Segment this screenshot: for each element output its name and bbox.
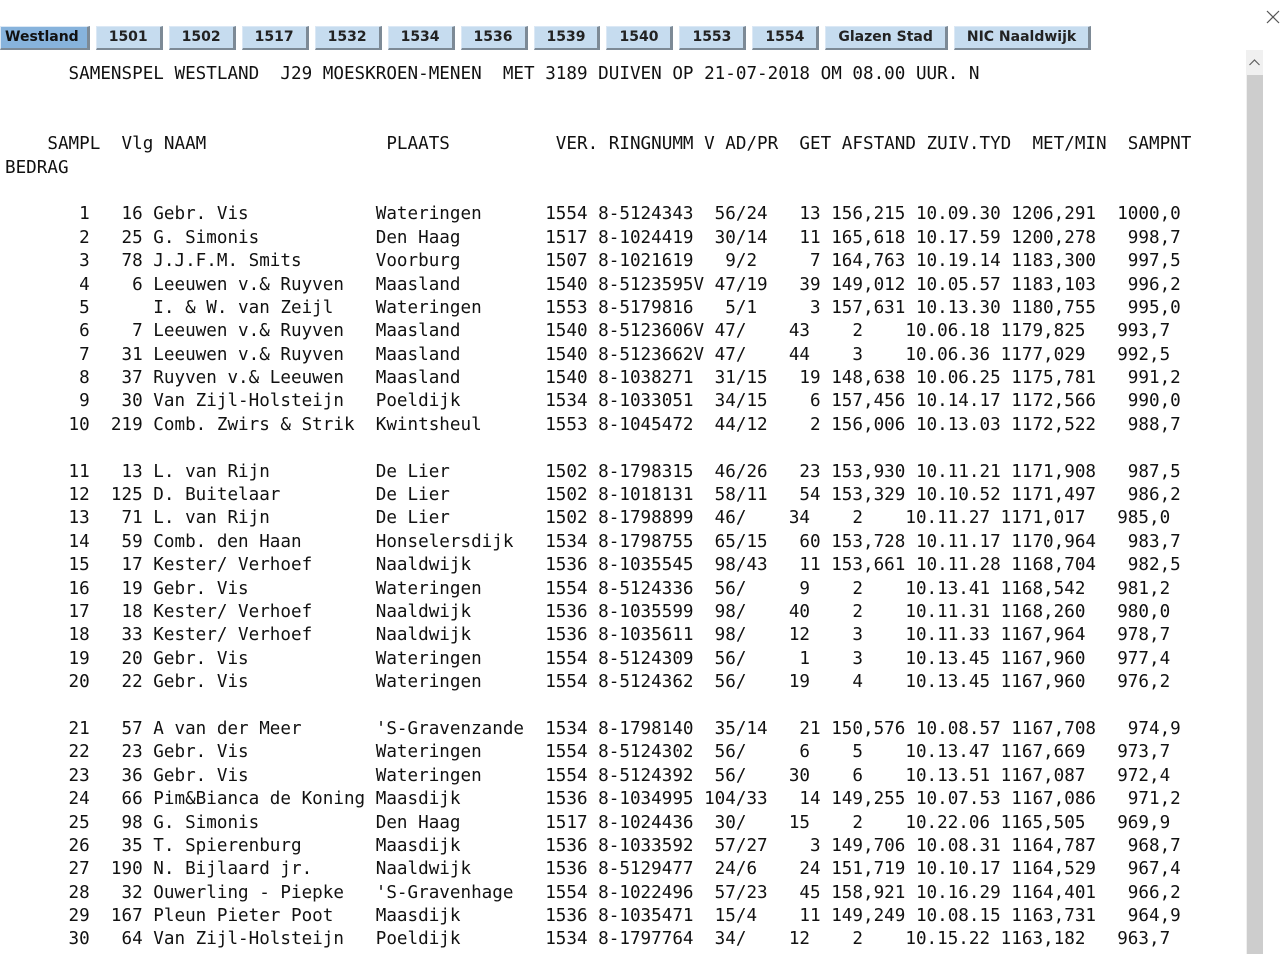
- tab-1517[interactable]: 1517: [242, 26, 309, 50]
- table-row: 18 33 Kester/ Verhoef Naaldwijk 1536 8-1035611 98/ 12 3 10.11.33 1167,964 978,7: [5, 625, 1171, 646]
- tab-1553[interactable]: 1553: [679, 26, 746, 50]
- vertical-scrollbar[interactable]: [1246, 50, 1263, 954]
- tab-1554[interactable]: 1554: [752, 26, 819, 50]
- tab-nic-naaldwijk[interactable]: NIC Naaldwijk: [954, 26, 1091, 50]
- tab-1501[interactable]: 1501: [96, 26, 163, 50]
- table-row: 8 37 Ruyven v.& Leeuwen Maasland 1540 8-1038271 31/15 19 148,638 10.06.25 1175,781 991,2: [5, 368, 1181, 389]
- tab-1534[interactable]: 1534: [388, 26, 455, 50]
- table-row: 15 17 Kester/ Verhoef Naaldwijk 1536 8-1035545 98/43 11 153,661 10.11.28 1168,704 982,5: [5, 555, 1181, 576]
- table-row: 4 6 Leeuwen v.& Ruyven Maasland 1540 8-5123595V 47/19 39 149,012 10.05.57 1183,103 996,2: [5, 274, 1181, 295]
- table-row: 3 78 J.J.F.M. Smits Voorburg 1507 8-1021619 9/2 7 164,763 10.19.14 1183,300 997,5: [5, 251, 1181, 272]
- table-row: 5 I. & W. van Zeijl Wateringen 1553 8-5179816 5/1 3 157,631 10.13.30 1180,755 995,0: [5, 297, 1181, 318]
- tab-1536[interactable]: 1536: [461, 26, 528, 50]
- table-row: 1 16 Gebr. Vis Wateringen 1554 8-5124343 56/24 13 156,215 10.09.30 1206,291 1000,0: [5, 204, 1181, 225]
- tab-1502[interactable]: 1502: [169, 26, 236, 50]
- table-row: 14 59 Comb. den Haan Honselersdijk 1534 8-1798755 65/15 60 153,728 10.11.17 1170,964 983,7: [5, 531, 1181, 552]
- tab-1539[interactable]: 1539: [534, 26, 601, 50]
- chevron-up-icon[interactable]: [1246, 50, 1263, 74]
- table-row: 26 35 T. Spierenburg Maasdijk 1536 8-1033592 57/27 3 149,706 10.08.31 1164,787 968,7: [5, 835, 1181, 856]
- table-row: 12 125 D. Buitelaar De Lier 1502 8-1018131 58/11 54 153,329 10.10.52 1171,497 986,2: [5, 485, 1181, 506]
- table-row: 25 98 G. Simonis Den Haag 1517 8-1024436 30/ 15 2 10.22.06 1165,505 969,9: [5, 812, 1171, 833]
- club-tab-bar: [0, 26, 1097, 50]
- column-header: SAMPL Vlg NAAM PLAATS VER. RINGNUMM V AD/PR GET AFSTAND ZUIV.TYD MET/MIN SAMPNT: [5, 134, 1192, 155]
- report-title: SAMENSPEL WESTLAND J29 MOESKROEN-MENEN MET 3189 DUIVEN OP 21-07-2018 OM 08.00 UUR. N: [5, 64, 980, 84]
- table-row: 30 64 Van Zijl-Holsteijn Poeldijk 1534 8-1797764 34/ 12 2 10.15.22 1163,182 963,7: [5, 929, 1171, 950]
- table-row: 9 30 Van Zijl-Holsteijn Poeldijk 1534 8-1033051 34/15 6 157,456 10.14.17 1172,566 990,0: [5, 391, 1181, 412]
- table-row: 16 19 Gebr. Vis Wateringen 1554 8-5124336 56/ 9 2 10.13.41 1168,542 981,2: [5, 578, 1171, 599]
- table-row: 2 25 G. Simonis Den Haag 1517 8-1024419 30/14 11 165,618 10.17.59 1200,278 998,7: [5, 227, 1181, 248]
- table-row: 7 31 Leeuwen v.& Ruyven Maasland 1540 8-5123662V 47/ 44 3 10.06.36 1177,029 992,5: [5, 344, 1171, 365]
- report-content: [5, 63, 1246, 954]
- tab-glazen-stad[interactable]: Glazen Stad: [825, 26, 947, 50]
- tab-westland[interactable]: Westland: [0, 26, 90, 50]
- table-row: 21 57 A van der Meer 'S-Gravenzande 1534 8-1798140 35/14 21 150,576 10.08.57 1167,708 974,9: [5, 718, 1181, 739]
- table-row: 19 20 Gebr. Vis Wateringen 1554 8-5124309 56/ 1 3 10.13.45 1167,960 977,4: [5, 648, 1171, 669]
- close-icon[interactable]: [1262, 6, 1284, 28]
- tab-1540[interactable]: 1540: [606, 26, 673, 50]
- table-row: 23 36 Gebr. Vis Wateringen 1554 8-5124392 56/ 30 6 10.13.51 1167,087 972,4: [5, 765, 1171, 786]
- tab-1532[interactable]: 1532: [315, 26, 382, 50]
- results-report: [5, 63, 1246, 952]
- table-row: 10 219 Comb. Zwirs & Strik Kwintsheul 1553 8-1045472 44/12 2 156,006 10.13.03 1172,522 988,7: [5, 414, 1181, 435]
- table-row: 20 22 Gebr. Vis Wateringen 1554 8-5124362 56/ 19 4 10.13.45 1167,960 976,2: [5, 672, 1171, 693]
- table-row: 24 66 Pim&Bianca de Koning Maasdijk 1536 8-1034995 104/33 14 149,255 10.07.53 1167,086 971,2: [5, 789, 1181, 810]
- table-row: 22 23 Gebr. Vis Wateringen 1554 8-5124302 56/ 6 5 10.13.47 1167,669 973,7: [5, 742, 1171, 763]
- table-row: 11 13 L. van Rijn De Lier 1502 8-1798315 46/26 23 153,930 10.11.21 1171,908 987,5: [5, 461, 1181, 482]
- table-row: 28 32 Ouwerling - Piepke 'S-Gravenhage 1554 8-1022496 57/23 45 158,921 10.16.29 1164,401 966,2: [5, 882, 1181, 903]
- table-row: 27 190 N. Bijlaard jr. Naaldwijk 1536 8-5129477 24/6 24 151,719 10.10.17 1164,529 967,4: [5, 859, 1181, 880]
- table-row: 17 18 Kester/ Verhoef Naaldwijk 1536 8-1035599 98/ 40 2 10.11.31 1168,260 980,0: [5, 601, 1171, 622]
- table-row: 6 7 Leeuwen v.& Ruyven Maasland 1540 8-5123606V 47/ 43 2 10.06.18 1179,825 993,7: [5, 321, 1171, 342]
- table-row: 13 71 L. van Rijn De Lier 1502 8-1798899 46/ 34 2 10.11.27 1171,017 985,0: [5, 508, 1171, 529]
- table-row: 29 167 Pleun Pieter Poot Maasdijk 1536 8-1035471 15/4 11 149,249 10.08.15 1163,731 964,9: [5, 906, 1181, 927]
- column-header-continued: BEDRAG: [5, 157, 69, 178]
- scrollbar-thumb[interactable]: [1247, 75, 1263, 954]
